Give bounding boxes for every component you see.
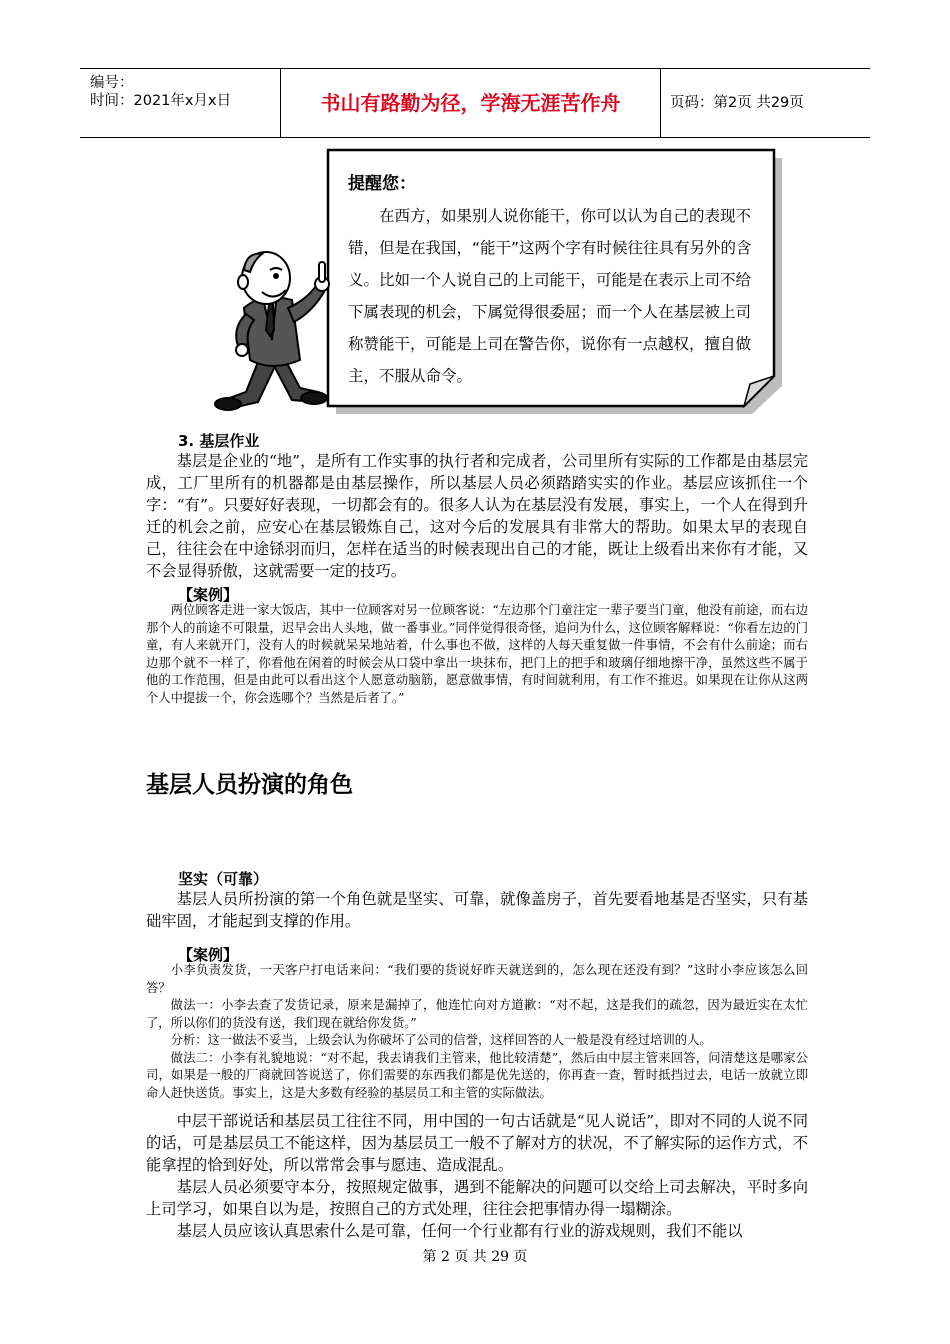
page-info: 页码：第2页 共29页 <box>670 95 804 111</box>
section-paragraph: 基层是企业的“地”，是所有工作实事的执行者和完成者，公司里所有实际的工作都是由基层完成，工厂里所有的机器都是由基层操作，所以基层人员必须踏踏实实的作业。基层应该抓住一个字：“有”。只要好好表现，一切都会有的。很多人认为在基层没有发展，事实上，一个人在得到升迁的机会之前，应安心在基层锻炼自己，这对今后的发展具有非常大的帮助。如果太早的表现自己，往往会在中途铩羽而归，怎样在适当的时候表现出自己的才能，既让上级看出来你有才能，又不会显得骄傲，这就需要一定的技巧。 <box>146 452 808 580</box>
case-heading: 【案例】 <box>178 946 239 964</box>
case-line: 分析：这一做法不妥当，上级会认为你破坏了公司的信誉，这样回答的人一般是没有经过培训的人。 <box>170 1033 712 1047</box>
closing-paragraphs <box>146 1110 808 1242</box>
chapter-title: 基层人员扮演的角色 <box>146 772 353 798</box>
reminder-callout <box>0 0 950 420</box>
reminder-body: 在西方，如果别人说你能干，你可以认为自己的表现不错，但是在我国，“能干”这两个字有时候往往具有另外的含义。比如一个人说自己的上司能干，可能是在表示上司不给下属表现的机会，下属觉得很委屈；而一个人在基层被上司称赞能干，可能是上司在警告你，说你有一点越权，擅自做主，不服从命令。 <box>348 207 752 385</box>
paragraph: 中层干部说话和基层员工往往不同，用中国的一句古话就是“见人说话”，即对不同的人说不同的话，可是基层员工不能这样，因为基层员工一般不了解对方的状况，不了解实际的运作方式，不能拿捏的恰到好处，所以常常会事与愿违、造成混乱。 <box>146 1112 808 1174</box>
header-motto: 书山有路勤为径，学海无涯苦作舟 <box>320 91 621 115</box>
section-paragraph: 基层人员所扮演的第一个角色就是坚实、可靠，就像盖房子，首先要看地基是否坚实，只有基础牢固，才能起到支撑的作用。 <box>146 890 808 930</box>
date-line: 时间：2021年x月x日 <box>90 93 232 109</box>
case-line: 小李负责发货，一天客户打电话来问：“我们要的货说好昨天就送到的，怎么现在还没有到？”这时小李应该怎么回答？ <box>146 963 808 995</box>
case-heading: 【案例】 <box>178 586 239 604</box>
page-footer: 第 2 页 共 29 页 <box>422 1249 528 1265</box>
case-text <box>146 962 808 1102</box>
section-heading: 坚实（可靠） <box>178 870 269 888</box>
case-line: 做法二：小李有礼貌地说：“对不起，我去请我们主管来，他比较清楚”，然后由中层主管来回答，问清楚这是哪家公司，如果是一般的厂商就回答说送了，你们需要的东西我们都是优先送的，你再查一查，暂时抵挡过去，电话一放就立即命人赶快送货。事实上，这是大多数有经验的基层员工和主管的实际做法。 <box>146 1050 808 1100</box>
section-heading: 3. 基层作业 <box>178 432 260 450</box>
case-line: 做法一：小李去查了发货记录，原来是漏掉了，他连忙向对方道歉：“对不起，这是我们的疏忽，因为最近实在太忙了，所以你们的货没有送，我们现在就给你发货。” <box>146 998 808 1030</box>
businessman-icon <box>215 252 329 410</box>
paragraph: 基层人员必须要守本分，按照规定做事，遇到不能解决的问题可以交给上司去解决，平时多向上司学习，如果自以为是，按照自己的方式处理，往往会把事情办得一塌糊涂。 <box>146 1178 808 1218</box>
reminder-title: 提醒您： <box>348 174 416 194</box>
reminder-text <box>348 168 763 392</box>
paragraph: 基层人员应该认真思索什么是可靠，任何一个行业都有行业的游戏规则，我们不能以 <box>176 1222 743 1240</box>
number-label: 编号： <box>90 75 134 91</box>
case-text: 两位顾客走进一家大饭店，其中一位顾客对另一位顾客说：“左边那个门童注定一辈子要当门童，他没有前途，而右边那个人的前途不可限量，迟早会出人头地，做一番事业。”同伴觉得很奇怪，追问为什么，这位顾客解释说：“你看左边的门童，有人来就开门，没有人的时候就呆呆地站着，什么事也不做，这样的人每天重复做一件事情，不会有什么前途；而右边那个就不一样了，你看他在闲着的时候会从口袋中拿出一块抹布，把门上的把手和玻璃仔细地擦干净，虽然这些不属于他的工作范围，但是由此可以看出这个人愿意动脑筋，愿意做事情，有时间就利用，有工作不推迟。如果现在让你从这两个人中提拔一个，你会选哪个？当然是后者了。” <box>146 603 808 705</box>
